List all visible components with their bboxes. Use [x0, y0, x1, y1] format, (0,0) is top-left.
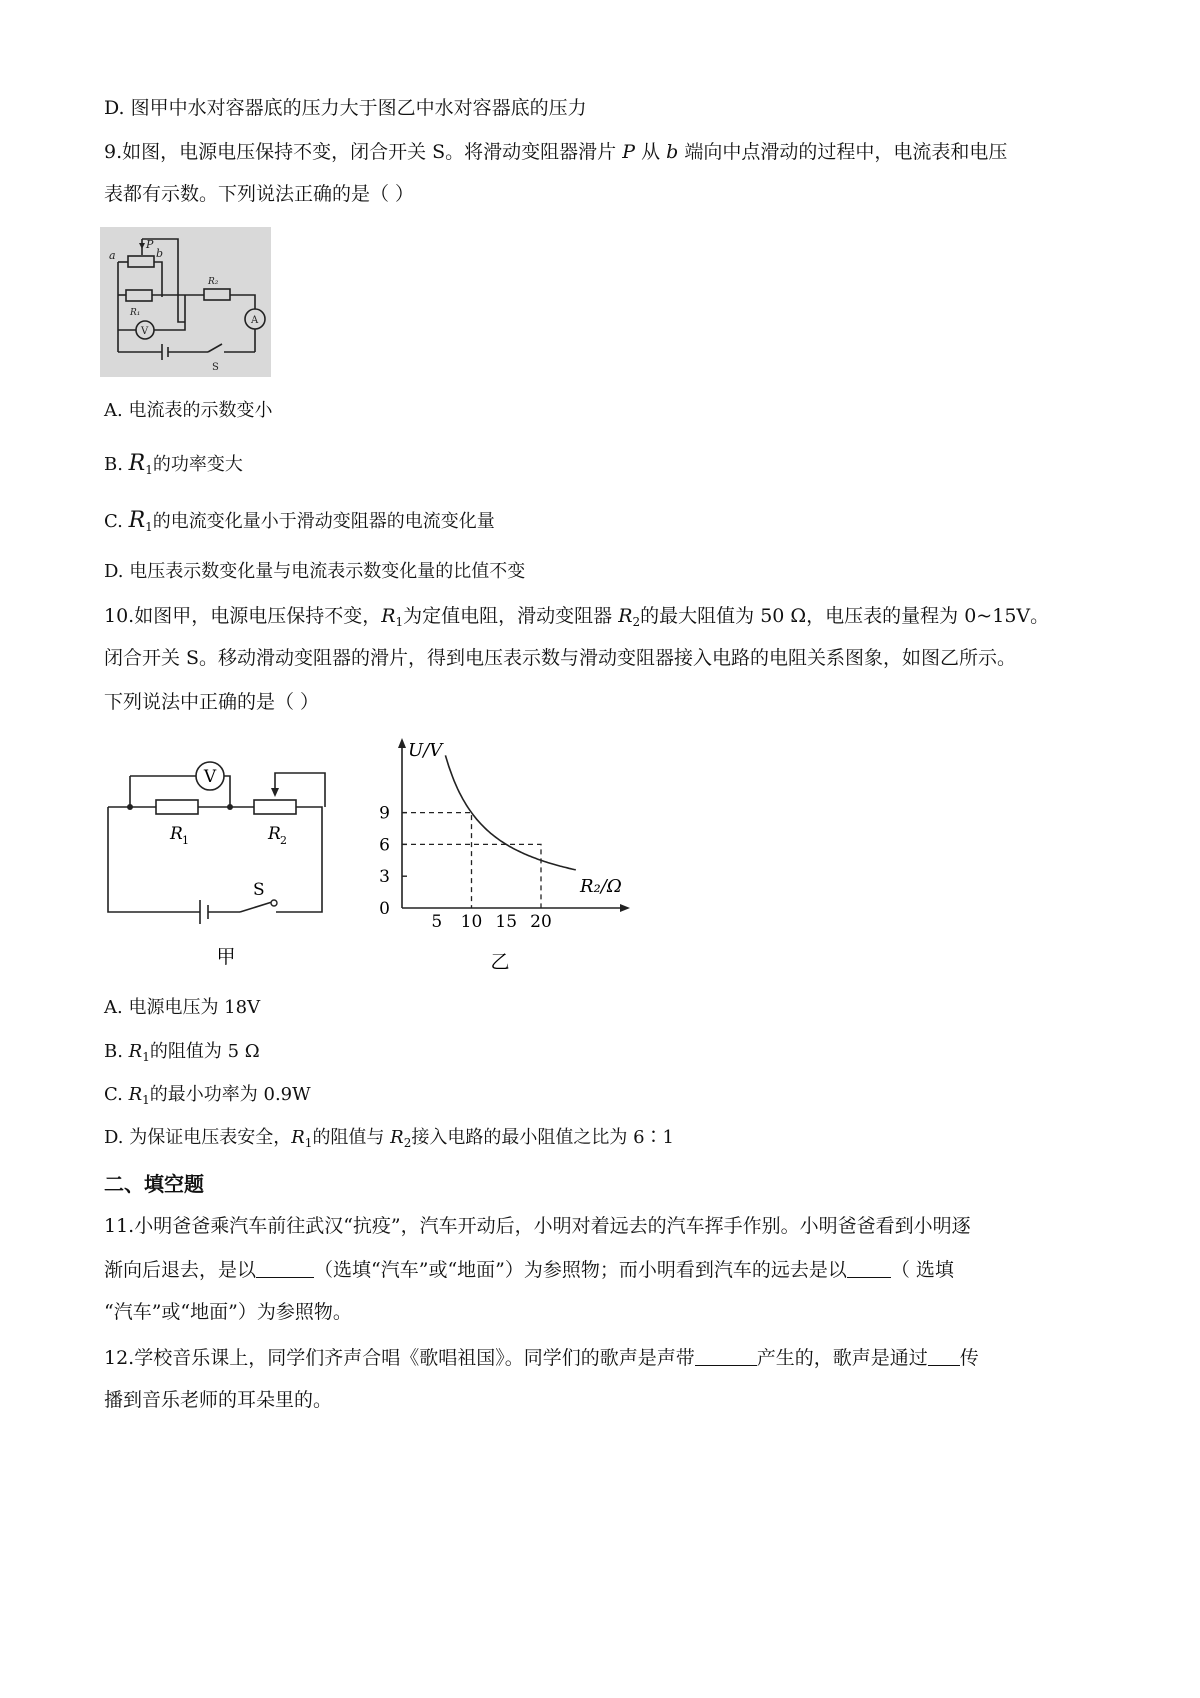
- q10-stem-part-a: 10.如图甲，电源电压保持不变，: [104, 605, 382, 627]
- q9-option-b-r-symbol: R: [128, 451, 146, 476]
- q9-stem-part-a: 9.如图，电源电压保持不变，闭合开关 S。将滑动变阻器滑片: [104, 141, 623, 163]
- q10-circuit-caption: 甲: [216, 946, 236, 968]
- graph-y-tick-label: 9: [379, 803, 390, 824]
- q10-option-d-r2-sub: 2: [403, 1136, 412, 1150]
- q12-blank-2[interactable]: [928, 1347, 960, 1366]
- q10-r2-sub: 2: [632, 615, 641, 629]
- q9-fig-label-a: a: [109, 249, 116, 262]
- q10-graph-xlabel: R₂/Ω: [580, 876, 622, 897]
- graph-guide-line: [402, 813, 472, 908]
- graph-y-tick-label: 6: [379, 835, 390, 856]
- q9-stem-line2: 表都有示数。下列说法正确的是（ ）: [104, 183, 415, 205]
- q10-option-b-r1-sub: 1: [142, 1050, 150, 1064]
- q9-stem-part-c: 端向中点滑动的过程中，电流表和电压: [678, 141, 1008, 163]
- q10-option-c: [104, 1083, 311, 1112]
- q10-option-c-text: 的最小功率为 0.9W: [149, 1084, 311, 1105]
- graph-x-tick-label: 5: [431, 912, 443, 932]
- q8-option-d: D. 图甲中水对容器底的压力大于图乙中水对容器底的压力: [104, 97, 587, 119]
- q10-option-d-mid: 的阻值与: [312, 1127, 391, 1148]
- q10-graph-origin-label: 0: [379, 899, 390, 919]
- q9-option-c: [104, 509, 495, 539]
- graph-curve: [445, 755, 575, 869]
- q10-stem-part-b: 为定值电阻，滑动变阻器: [403, 605, 619, 627]
- q9-fig-label-b: b: [156, 247, 164, 260]
- q10-option-d-prefix: D. 为保证电压表安全，: [104, 1127, 292, 1148]
- q10-r1-sub: 1: [395, 615, 404, 629]
- q9-option-a: A. 电流表的示数变小: [104, 400, 273, 421]
- q9-fig-label-s: S: [212, 362, 219, 373]
- q10-option-d-end: 接入电路的最小阻值之比为 6∶1: [411, 1127, 674, 1148]
- q11-blank-2[interactable]: [847, 1259, 891, 1278]
- q9-option-b: [104, 452, 243, 482]
- q9-circuit-figure: [100, 227, 271, 377]
- q9-option-c-text: 的电流变化量小于滑动变阻器的电流变化量: [152, 511, 495, 532]
- q11-line2-a: 渐向后退去，是以: [104, 1259, 257, 1281]
- q9-var-b: b: [666, 141, 679, 163]
- q9-fig-label-v: V: [141, 326, 149, 337]
- q10-option-d: [104, 1126, 674, 1155]
- q9-option-d: D. 电压表示数变化量与电流表示数变化量的比值不变: [104, 561, 526, 582]
- q10-option-d-r1-sub: 1: [304, 1136, 313, 1150]
- graph-x-tick-label: 20: [530, 912, 552, 932]
- q10-option-d-r2-letter: R: [390, 1127, 404, 1148]
- q9-option-b-r-sub: 1: [145, 463, 153, 477]
- q10-switch-contact: [271, 900, 277, 906]
- q12-line2: 播到音乐老师的耳朵里的。: [104, 1389, 333, 1411]
- q9-option-b-text: 的功率变大: [152, 454, 243, 475]
- q9-option-c-prefix: C.: [104, 511, 129, 532]
- q9-fig-label-ammeter: A: [251, 315, 259, 326]
- q10-graph-ylabel: U/V: [408, 740, 443, 761]
- q10-stem-part-c: 的最大阻值为 50 Ω，电压表的量程为 0~15V。: [640, 605, 1050, 627]
- q9-fig-label-r2: R₂: [208, 277, 219, 287]
- q11-line2-c: （ 选填: [890, 1259, 954, 1281]
- q9-var-p: P: [622, 141, 636, 163]
- q10-circuit-r2-sub: 2: [280, 834, 287, 847]
- q10-stem-line2: 闭合开关 S。移动滑动变阻器的滑片，得到电压表示数与滑动变阻器接入电路的电阻关系图象，如图乙所示。: [104, 647, 1017, 669]
- q10-r2-letter: R: [618, 605, 633, 627]
- q10-option-c-r1-letter: R: [128, 1084, 143, 1105]
- q9-fig-label-p: P: [146, 238, 154, 251]
- q10-circuit-r2-label: R: [268, 824, 281, 844]
- q10-option-b-text: 的阻值为 5 Ω: [149, 1041, 260, 1062]
- q10-stem-line3: 下列说法中正确的是（ ）: [104, 691, 320, 713]
- section-2-title: 二、填空题: [104, 1172, 204, 1196]
- q11-line1: 11.小明爸爸乘汽车前往武汉“抗疫”，汽车开动后，小明对着远去的汽车挥手作别。小明爸爸看到小明逐: [104, 1215, 971, 1237]
- q9-stem-part-b: 从: [635, 141, 667, 163]
- q10-graph-caption: 乙: [490, 951, 510, 973]
- q12-line1-a: 12.学校音乐课上，同学们齐声合唱《歌唱祖国》。同学们的歌声是声带: [104, 1347, 695, 1369]
- q10-circuit-switch-label: S: [253, 880, 265, 900]
- q10-stem-line1: [104, 604, 1049, 634]
- q10-circuit-r1-sub: 1: [182, 834, 189, 847]
- q12-line1-c: 传: [959, 1347, 979, 1369]
- q10-option-c-prefix: C.: [104, 1084, 129, 1105]
- graph-x-tick-label: 10: [460, 912, 483, 932]
- q11-line2-b: （选填“汽车”或“地面”）为参照物；而小明看到汽车的远去是以: [314, 1259, 847, 1281]
- q10-graph-x-arrow-icon: [620, 904, 630, 912]
- q10-option-a: A. 电源电压为 18V: [104, 997, 261, 1018]
- q11-line3: “汽车”或“地面”）为参照物。: [104, 1301, 352, 1323]
- q12-blank-1[interactable]: [695, 1347, 757, 1366]
- graph-y-tick-label: 3: [379, 867, 390, 888]
- q10-circuit-voltmeter-label: V: [203, 767, 217, 787]
- q10-junction-left: [127, 804, 133, 810]
- q9-stem-line1: [104, 140, 1007, 164]
- q10-junction-right: [227, 804, 233, 810]
- q10-option-c-r1-sub: 1: [142, 1093, 150, 1107]
- q10-graph-figure: [370, 730, 650, 980]
- q10-graph-y-arrow-icon: [398, 738, 406, 748]
- q9-option-c-r-symbol: R: [128, 508, 146, 533]
- q10-option-d-r1-letter: R: [291, 1127, 305, 1148]
- graph-x-tick-label: 15: [495, 912, 518, 932]
- q10-r1-letter: R: [381, 605, 396, 627]
- q11-line2: [104, 1258, 954, 1282]
- q10-option-b-r1-letter: R: [128, 1041, 143, 1062]
- q11-blank-1[interactable]: [256, 1259, 314, 1278]
- q9-fig-label-r1: R₁: [130, 308, 141, 318]
- q9-option-b-prefix: B.: [104, 454, 129, 475]
- q10-slider-arrow-icon: [271, 788, 279, 797]
- q12-line1-b: 产生的，歌声是通过: [756, 1347, 928, 1369]
- q9-option-c-r-sub: 1: [145, 520, 153, 534]
- q12-line1: [104, 1346, 979, 1370]
- q10-circuit-figure: [100, 755, 360, 975]
- q10-circuit-r1-label: R: [170, 824, 183, 844]
- q10-option-b: [104, 1040, 260, 1069]
- q10-option-b-prefix: B.: [104, 1041, 129, 1062]
